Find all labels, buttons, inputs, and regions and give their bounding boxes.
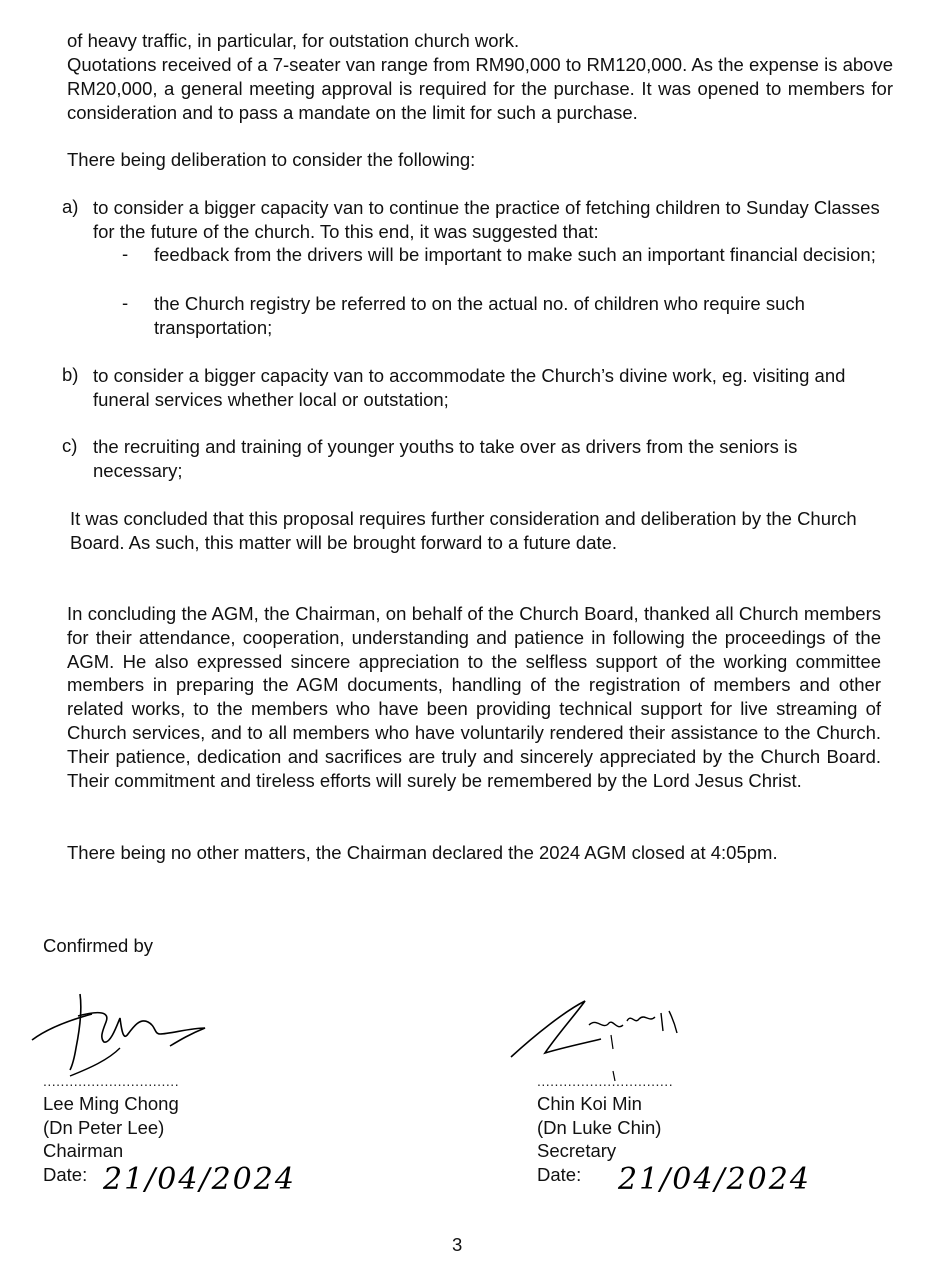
list-letter: b) [62,364,79,385]
quotation-paragraph: Quotations received of a 7-seater van range from RM90,000 to RM120,000. As the expense is above RM20,000, a general meeting approval is required for the purchase. It was opened to members for consideration and to pass a mandate on the limit for such a purchase. [67,54,893,123]
chairman-date-label: Date: [43,1163,88,1185]
chairman-role: Chairman [43,1140,124,1161]
secretary-handwritten-date: 21/04/2024 [618,1162,811,1197]
chairman-signature-icon [30,988,220,1078]
bullet-marker: - [122,292,129,313]
intro-line: of heavy traffic, in particular, for outstation church work. [67,30,520,51]
chairman-signature-line: ............................... [43,1073,180,1089]
bullet-text: the Church registry be referred to on the actual no. of children who require such transportation; [154,293,805,338]
conclusion-paragraph: It was concluded that this proposal requires further consideration and deliberation by the Church Board. As such, this matter will be brought forward to a future date. [70,508,857,553]
list-text: the recruiting and training of younger youths to take over as drivers from the seniors is necessary; [93,436,798,481]
page-number: 3 [452,1234,463,1255]
chairman-handwritten-date: 21/04/2024 [103,1162,296,1197]
secretary-date-label: Date: [537,1163,582,1185]
secretary-role: Secretary [537,1140,617,1161]
chairman-name: Lee Ming Chong [43,1093,179,1114]
list-text: to consider a bigger capacity van to accommodate the Church’s divine work, eg. visiting and funeral services whether local or outstation; [93,365,846,410]
chairman-alias: (Dn Peter Lee) [43,1116,165,1138]
list-letter: a) [62,196,79,217]
closing-statement: There being no other matters, the Chairman declared the 2024 AGM closed at 4:05pm. [67,842,778,863]
list-text: to consider a bigger capacity van to continue the practice of fetching children to Sunday Classes for the future of the church. To this end, it was suggested that: [93,197,880,242]
secretary-signature-line: ............................... [537,1073,674,1089]
confirmed-by-label: Confirmed by [43,935,154,956]
secretary-alias: (Dn Luke Chin) [537,1116,662,1138]
list-letter: c) [62,435,78,456]
deliberation-intro: There being deliberation to consider the following: [67,149,476,170]
closing-paragraph: In concluding the AGM, the Chairman, on behalf of the Church Board, thanked all Church members for their attendance, cooperation, understanding and patience in following the proceedings of the AGM. He also expressed sincere appreciation to the selfless support of the working committee members in preparing the AGM documents, handling of the registration of members and other related works, to the members who have been providing technical support for live streaming of Church services, and to all members who have voluntarily rendered their assistance to the Church. Their patience, dedication and sacrifices are truly and sincerely appreciated by the Church Board. Their commitment and tireless efforts will surely be remembered by the Lord Jesus Christ. [67,603,881,791]
secretary-signature-icon [505,995,705,1085]
secretary-name: Chin Koi Min [537,1093,642,1114]
bullet-marker: - [122,243,129,264]
bullet-text: feedback from the drivers will be important to make such an important financial decision; [154,244,876,265]
